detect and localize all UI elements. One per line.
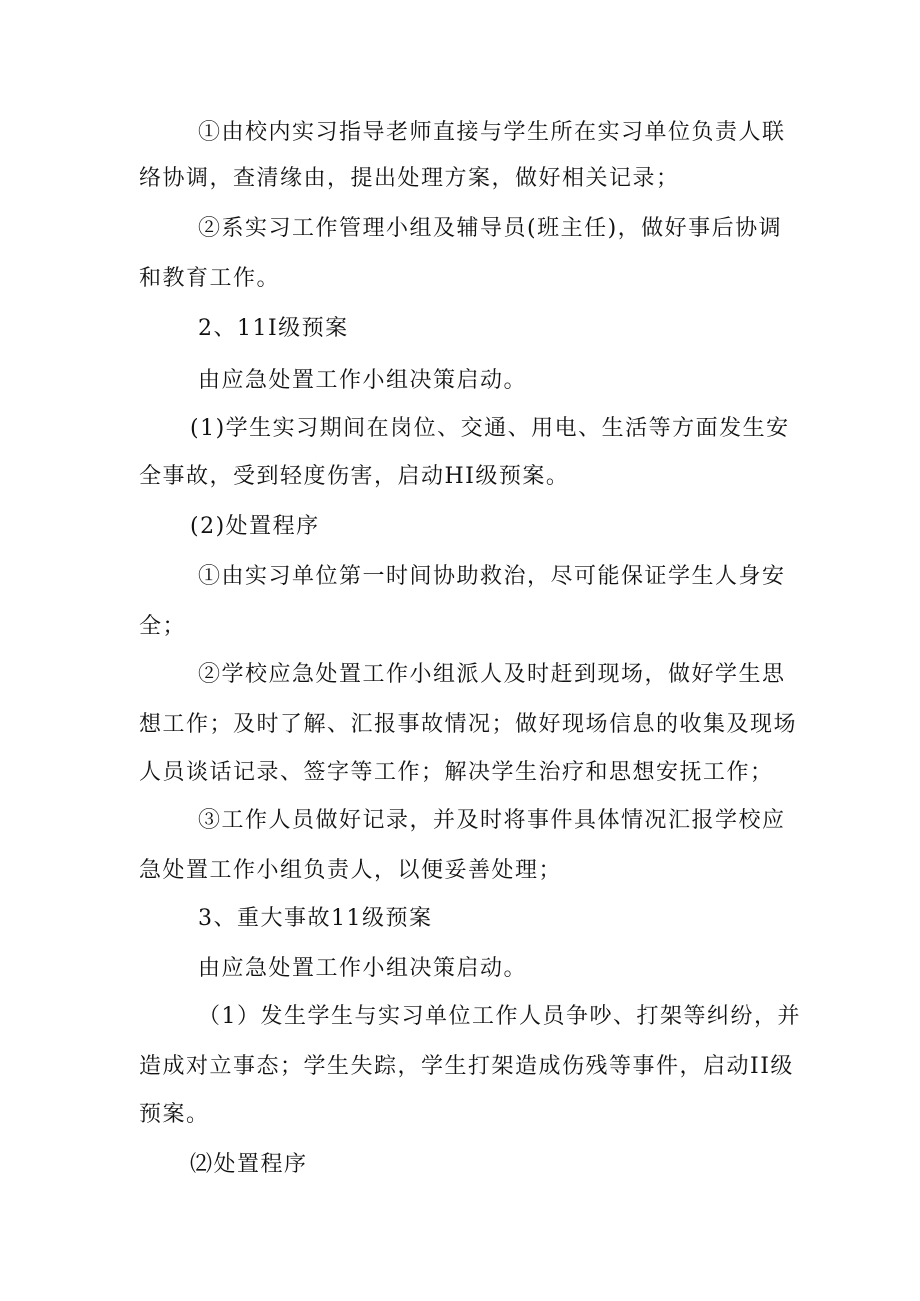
subsection-heading: (2)处置程序 bbox=[190, 514, 320, 539]
text-line: ①由校内实习指导老师直接与学生所在实习单位负责人联 bbox=[198, 120, 786, 145]
text-line: ②学校应急处置工作小组派人及时赶到现场，做好学生思 bbox=[198, 662, 786, 687]
text-line: 络协调，查清缘由，提出处理方案，做好相关记录； bbox=[139, 166, 680, 191]
text-line: 全事故，受到轻度伤害，启动HI级预案。 bbox=[139, 464, 570, 489]
text-line: (1)学生实习期间在岗位、交通、用电、生活等方面发生安 bbox=[190, 416, 790, 441]
text-line: （1）发生学生与实习单位工作人员争吵、打架等纠纷，并 bbox=[198, 1004, 801, 1029]
section-heading: 3、重大事故11级预案 bbox=[198, 906, 433, 931]
section-heading: 2、11I级预案 bbox=[198, 316, 349, 341]
text-line: ②系实习工作管理小组及辅导员(班主任)，做好事后协调 bbox=[198, 216, 783, 241]
text-line: 预案。 bbox=[139, 1102, 210, 1127]
text-line: 想工作；及时了解、汇报事故情况；做好现场信息的收集及现场 bbox=[139, 712, 798, 737]
text-line: 人员谈话记录、签字等工作；解决学生治疗和思想安抚工作； bbox=[139, 760, 774, 785]
text-line: 由应急处置工作小组决策启动。 bbox=[198, 956, 528, 981]
text-line: ③工作人员做好记录，并及时将事件具体情况汇报学校应 bbox=[198, 808, 786, 833]
text-line: 和教育工作。 bbox=[139, 266, 281, 291]
text-line: ①由实习单位第一时间协助救治，尽可能保证学生人身安 bbox=[198, 564, 786, 589]
text-line: 由应急处置工作小组决策启动。 bbox=[198, 368, 528, 393]
text-line: 造成对立事态；学生失踪，学生打架造成伤残等事件，启动II级 bbox=[139, 1054, 794, 1079]
text-line: 急处置工作小组负责人，以便妥善处理； bbox=[139, 858, 563, 883]
text-line: 全； bbox=[139, 614, 187, 639]
subsection-heading: ⑵处置程序 bbox=[190, 1152, 308, 1177]
